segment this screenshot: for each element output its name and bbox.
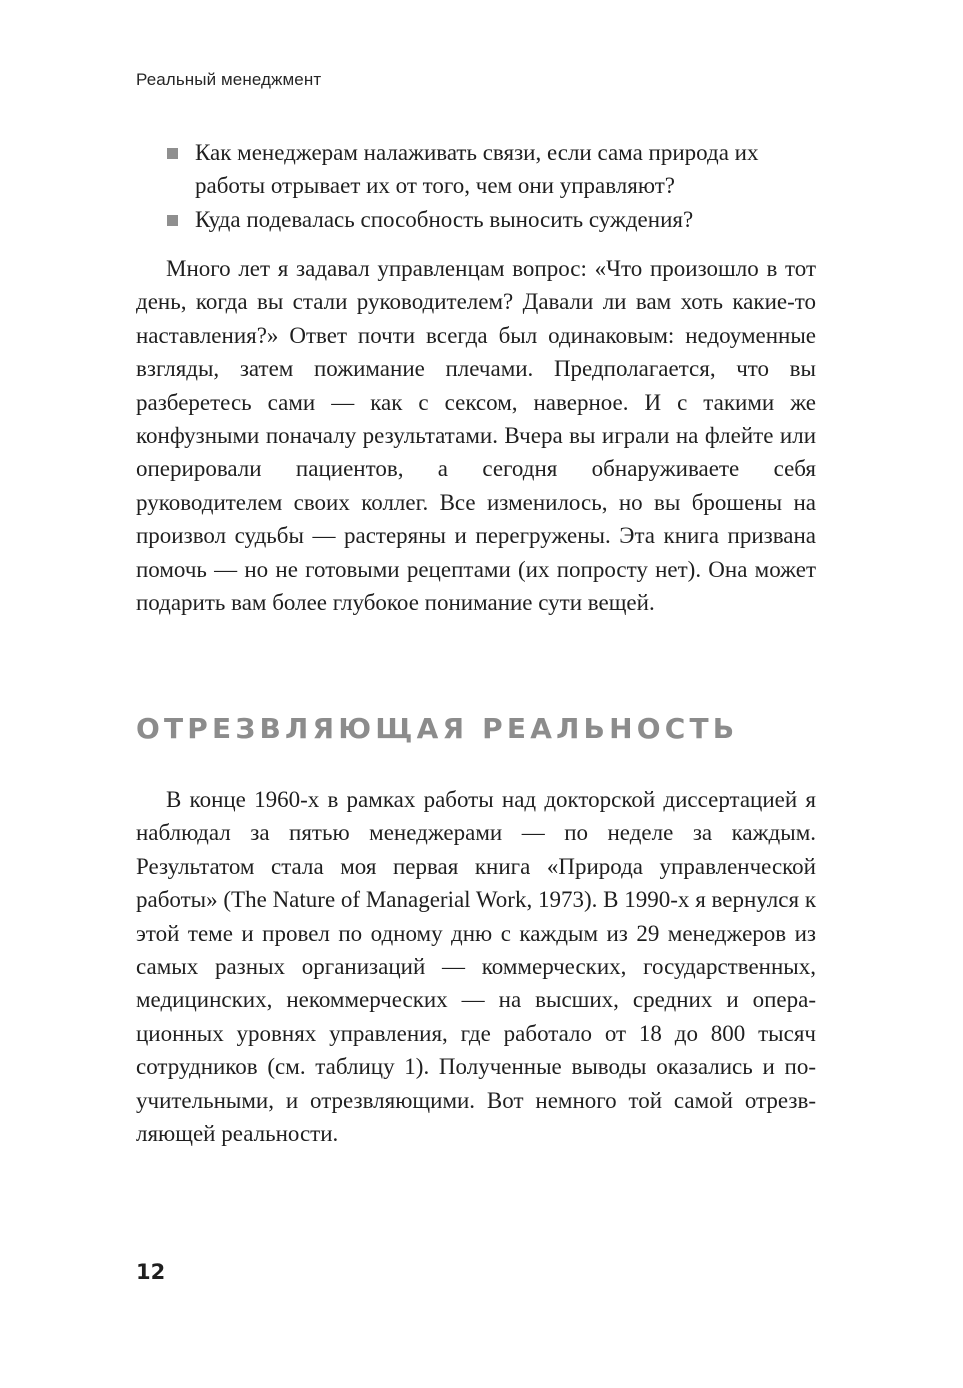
bullet-text: Как менеджерам налаживать связи, если сама природа их работы отрывает их от того, чем они управляют? (195, 140, 759, 199)
bullet-text: Куда подевалась способность выносить суждения? (195, 206, 694, 232)
research-paragraph: В конце 1960-х в рамках работы над докторской диссертацией я наблюдал за пятью менеджерами — по неделе за каждым. Результатом стала моя первая книга «Природа управленческой работы» (The Nature of Managerial Work, 1973). В 1990-х я вернулся к этой теме и провел по одному дню с каждым из 29 менеджеров из самых разных организаций — коммерческих, государственных, медицинских, некоммерческих — на высших, средних и операционных уровнях управления, где работало от 18 до 800 тысяч сотрудников (см. таблицу 1). Полученные выводы оказались и поучительными, и отрезвляющими. Вот немного той самой отрезвляющей реальности. (136, 787, 816, 1147)
bullet-item (136, 203, 816, 236)
page-number: 12 (136, 1260, 166, 1284)
square-bullet-icon (167, 148, 178, 159)
square-bullet-icon (167, 215, 178, 226)
intro-paragraph: Много лет я задавал управленцам вопрос: «Что произошло в тот день, когда вы стали руководителем? Давали ли вам хоть какие-то наставления?» Ответ почти всегда был одинаковым: недоуменные взгляды, затем пожимание плечами. Предполагается, что вы разберетесь сами — как с сексом, наверное. И с такими же конфузными поначалу результатами. Вчера вы играли на флейте или оперировали пациентов, а сегодня обнаруживаете себя руководителем своих коллег. Все изменилось, но вы брошены на произвол судьбы — растеряны и перегружены. Эта книга призвана помочь — но не готовыми рецептами (их попросту нет). Она может подарить вам более глубокое понимание сути вещей. (136, 256, 816, 616)
running-head: Реальный менеджмент (136, 70, 322, 89)
section-heading: ОТРЕЗВЛЯЮЩАЯ РЕАЛЬНОСТЬ (136, 712, 739, 745)
bullet-item (136, 136, 816, 203)
bullet-list (136, 136, 816, 236)
